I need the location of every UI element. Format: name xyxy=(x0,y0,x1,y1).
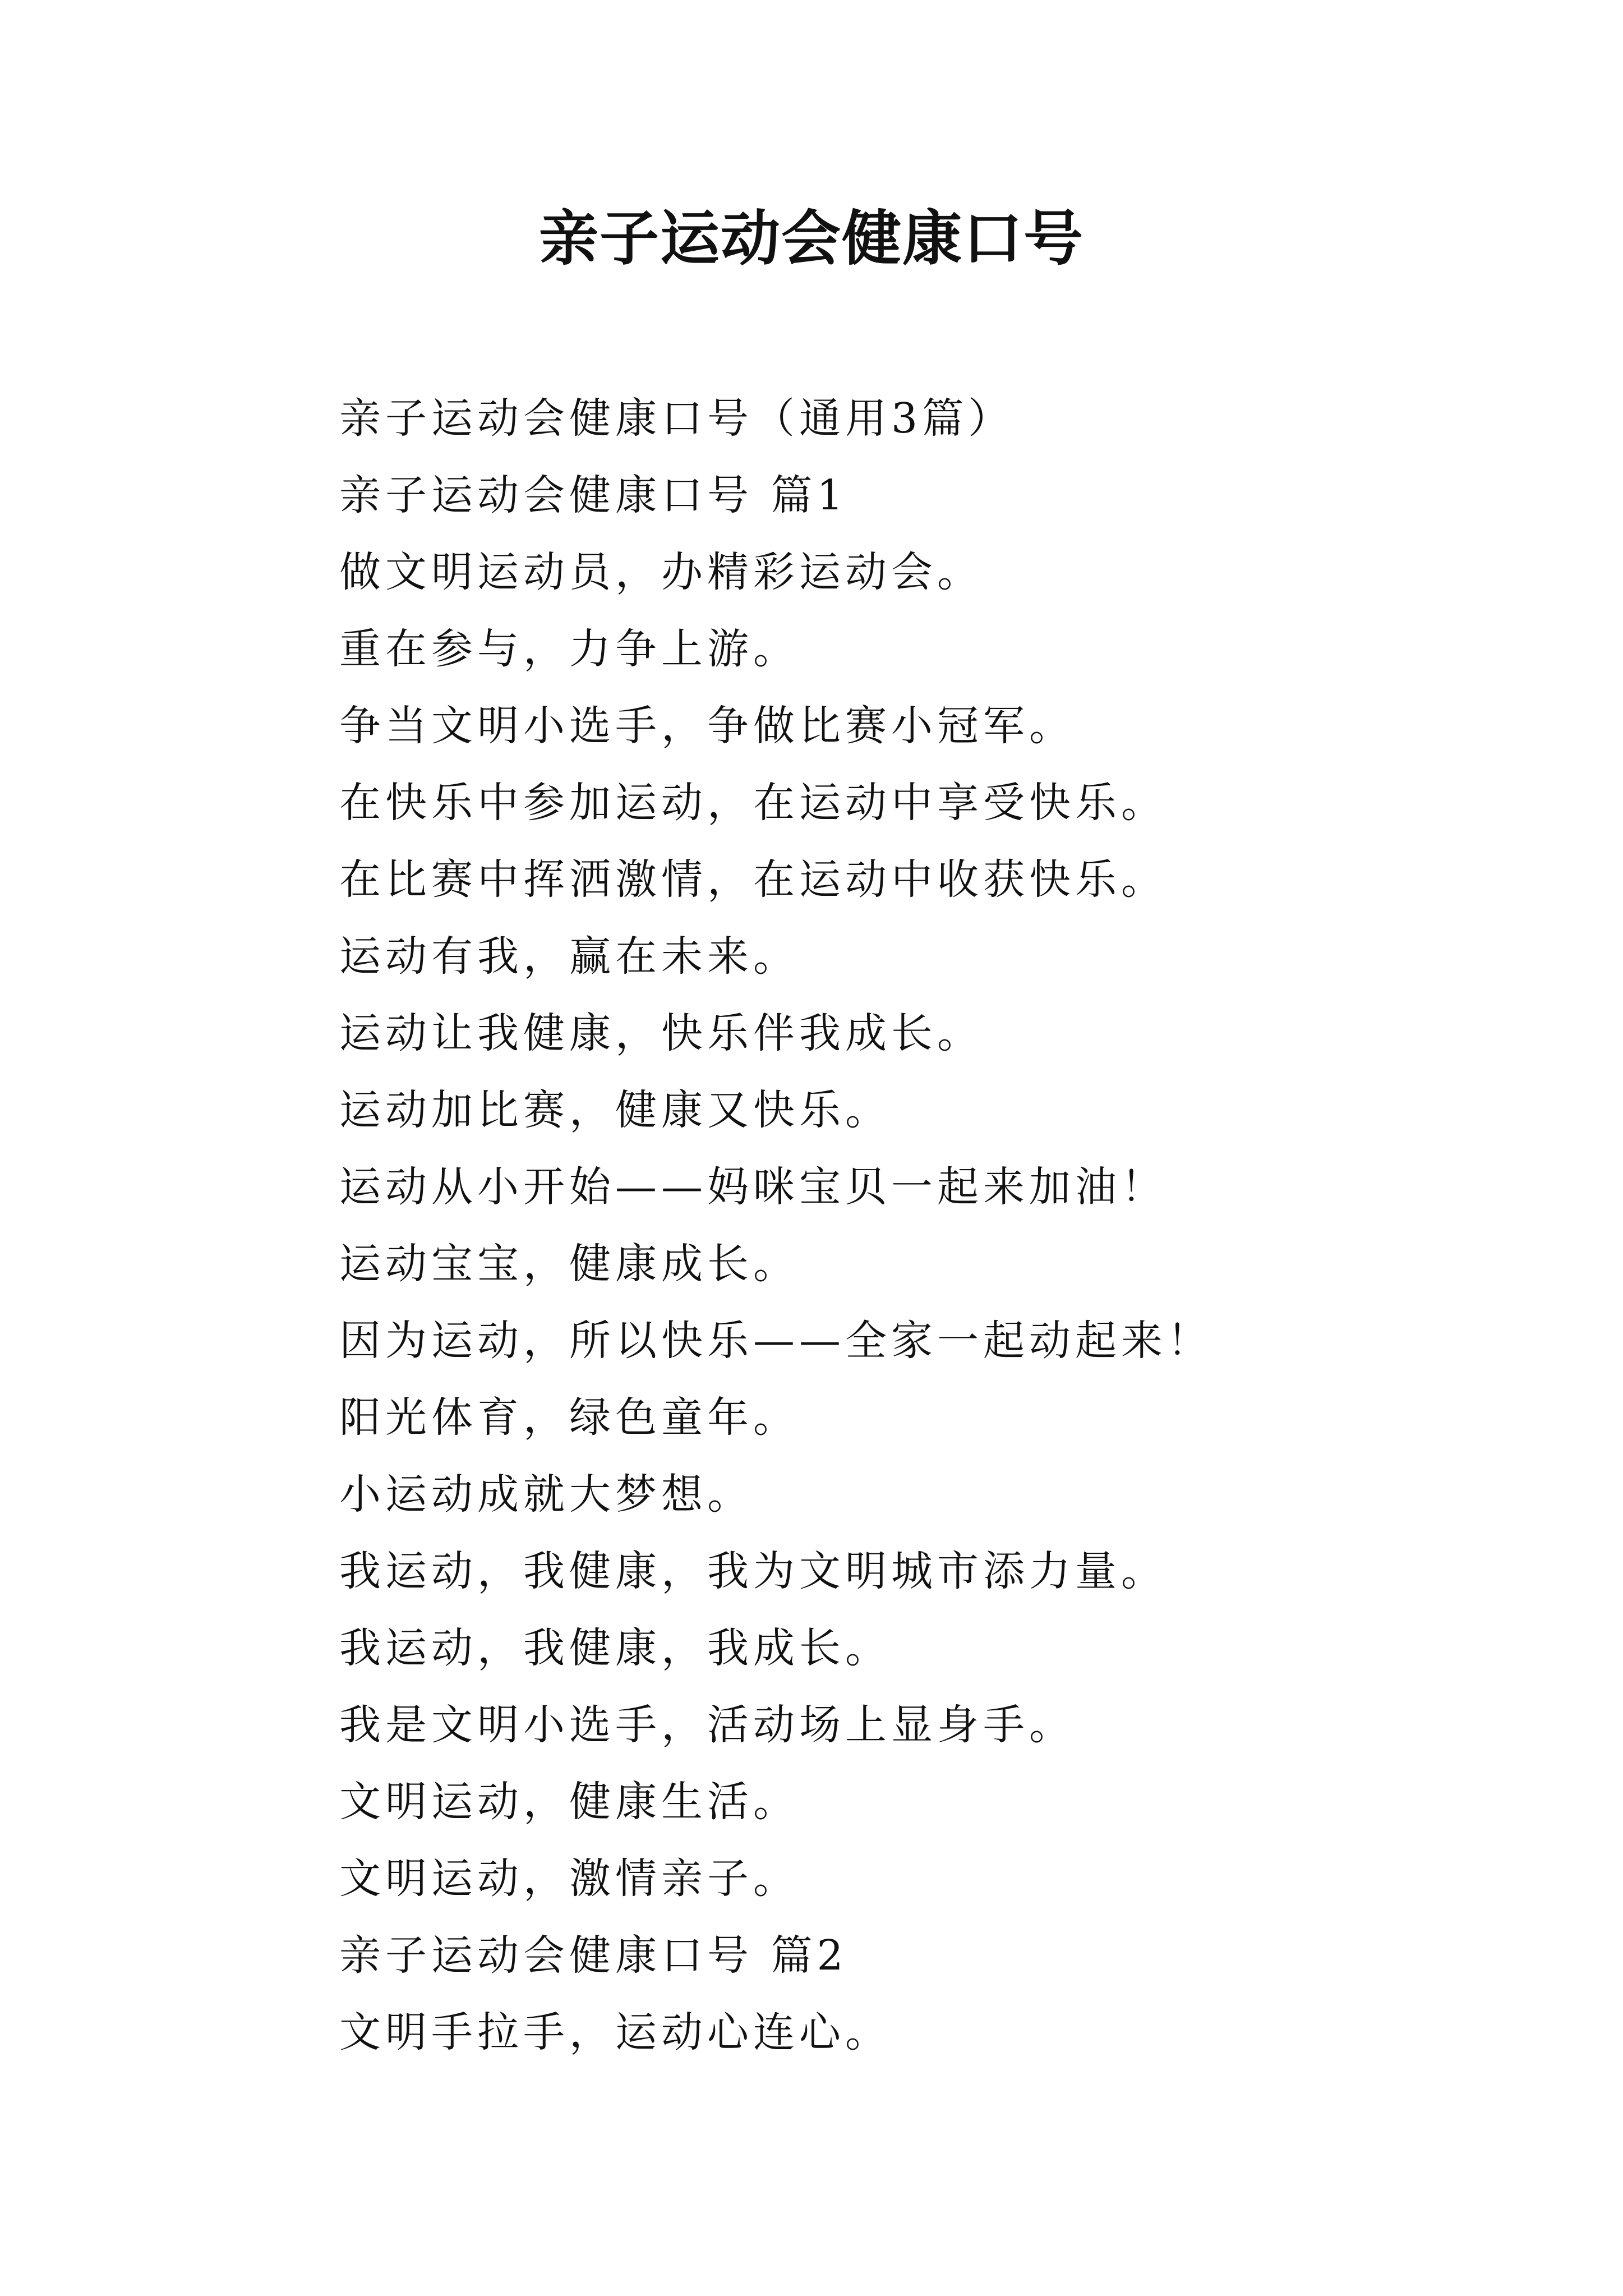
slogan-line: 阳光体育，绿色童年。 xyxy=(339,1393,799,1442)
slogan-line: 在比赛中挥洒激情，在运动中收获快乐。 xyxy=(339,855,1167,904)
slogan-line: 运动有我，赢在未来。 xyxy=(339,932,799,981)
subtitle-line: 亲子运动会健康口号（通用3篇） xyxy=(339,394,1015,443)
slogan-line: 文明运动，健康生活。 xyxy=(339,1778,799,1826)
slogan-line: 我运动，我健康，我成长。 xyxy=(339,1624,891,1672)
slogan-line: 文明运动，激情亲子。 xyxy=(339,1855,799,1903)
slogan-line: 运动让我健康，快乐伴我成长。 xyxy=(339,1009,983,1057)
page-title: 亲子运动会健康口号 xyxy=(539,203,1084,273)
slogan-line: 争当文明小选手，争做比赛小冠军。 xyxy=(339,702,1075,750)
slogan-line: 我是文明小选手，活动场上显身手。 xyxy=(339,1701,1075,1749)
slogan-line: 我运动，我健康，我为文明城市添力量。 xyxy=(339,1547,1167,1595)
slogan-line: 因为运动，所以快乐——全家一起动起来！ xyxy=(339,1317,1213,1365)
section-heading-2: 亲子运动会健康口号 篇2 xyxy=(339,1931,848,1980)
slogan-line: 运动从小开始——妈咪宝贝一起来加油！ xyxy=(339,1163,1167,1211)
slogan-line: 文明手拉手，运动心连心。 xyxy=(339,2008,891,2056)
slogan-line: 重在参与，力争上游。 xyxy=(339,625,799,673)
section-heading-1: 亲子运动会健康口号 篇1 xyxy=(339,471,848,519)
slogan-line: 运动加比赛，健康又快乐。 xyxy=(339,1086,891,1134)
slogan-line: 做文明运动员，办精彩运动会。 xyxy=(339,548,983,596)
slogan-line: 运动宝宝，健康成长。 xyxy=(339,1240,799,1288)
slogan-line: 小运动成就大梦想。 xyxy=(339,1470,753,1519)
document-body xyxy=(339,380,1517,2071)
slogan-line: 在快乐中参加运动，在运动中享受快乐。 xyxy=(339,779,1167,827)
